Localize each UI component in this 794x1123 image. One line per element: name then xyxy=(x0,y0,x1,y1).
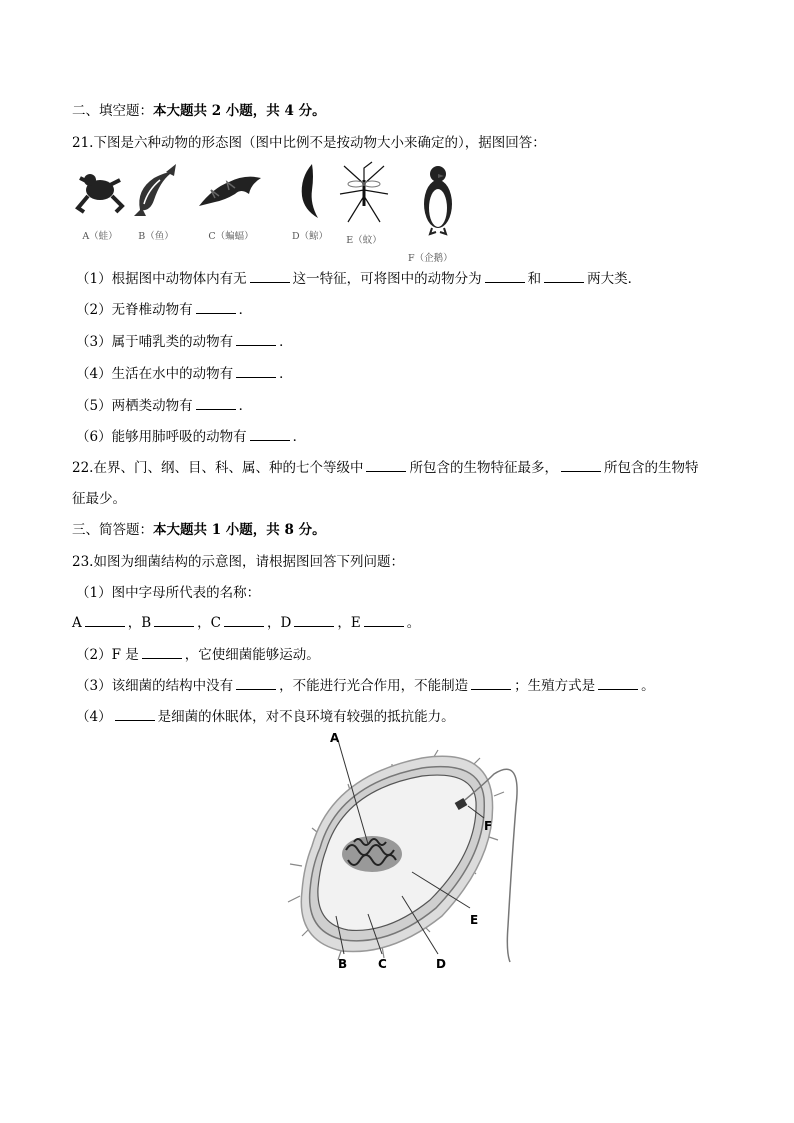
q21-sub6-text1: （6）能够用肺呼吸的动物有 xyxy=(76,429,247,445)
q21-sub3-text2: ． xyxy=(279,334,293,350)
answer-blank xyxy=(236,333,276,346)
bacteria-figure xyxy=(272,726,522,976)
label-B: B xyxy=(338,957,348,971)
label-F: F xyxy=(484,819,493,833)
answer-blank xyxy=(196,301,236,314)
answer-blank xyxy=(294,614,334,627)
answer-blank xyxy=(366,459,406,472)
q22-text3: 所包含的生物特 xyxy=(603,460,699,476)
q23-stem: 23.如图为细菌结构的示意图，请根据图回答下列问题： xyxy=(72,554,404,570)
q21-sub1-text4: 两大类． xyxy=(587,271,642,287)
penguin-icon xyxy=(412,160,464,238)
q23-names xyxy=(72,614,420,632)
q23-name-end: 。 xyxy=(406,615,421,631)
answer-blank xyxy=(598,677,638,690)
animal-a-label: A（蛙） xyxy=(82,231,118,242)
answer-blank xyxy=(544,270,584,283)
q23-sub3-text2: ，不能进行光合作用，不能制造 xyxy=(279,678,469,694)
answer-blank xyxy=(364,614,404,627)
answer-blank xyxy=(196,397,236,410)
q23-sub3-text4: 。 xyxy=(641,678,655,694)
q21-sub4-text2: ． xyxy=(279,366,293,382)
q23-sub4-text1: （4） xyxy=(76,709,112,725)
label-E: E xyxy=(470,913,479,927)
section3-heading xyxy=(72,521,326,539)
section2-heading xyxy=(72,102,326,120)
q23-sub3 xyxy=(76,677,655,695)
q23-name-e: ，E xyxy=(337,615,361,631)
frog-icon xyxy=(74,160,126,222)
label-C: C xyxy=(378,957,387,971)
label-A: A xyxy=(330,731,340,745)
animal-e-label: E（蚊） xyxy=(346,235,382,246)
answer-blank xyxy=(224,614,264,627)
q23-sub1: （1）图中字母所代表的名称： xyxy=(76,585,261,601)
q21-sub6 xyxy=(76,428,306,446)
q22-line2: 征最少。 xyxy=(72,491,126,507)
answer-blank xyxy=(142,646,182,659)
q21-sub6-text2: ． xyxy=(292,429,307,445)
section2-heading-b: 本大题共 2 小题，共 4 分。 xyxy=(153,103,326,119)
q23-sub2-text1: （2）F 是 xyxy=(76,647,139,663)
q21-sub4-text1: （4）生活在水中的动物有 xyxy=(76,366,234,382)
animal-f-label: F（企鹅） xyxy=(408,253,453,264)
q23-name-d: ，D xyxy=(267,615,292,631)
q21-sub5 xyxy=(76,397,252,415)
q22-line1 xyxy=(72,459,698,477)
q21-sub1-text2: 这一特征，可将图中的动物分为 xyxy=(292,271,482,287)
animal-e xyxy=(334,160,394,246)
q21-sub5-text2: ． xyxy=(238,398,253,414)
q21-stem: 21.下图是六种动物的形态图（图中比例不是按动物大小来确定的），据图回答： xyxy=(72,135,546,151)
q21-sub3-text1: （3）属于哺乳类的动物有 xyxy=(76,334,234,350)
q21-sub4 xyxy=(76,365,293,383)
q23-name-a: A xyxy=(72,615,82,631)
answer-blank xyxy=(236,677,276,690)
whale-icon xyxy=(284,160,336,222)
animal-b-label: B（鱼） xyxy=(138,231,174,242)
answer-blank xyxy=(236,365,276,378)
q23-sub3-text3: ；生殖方式是 xyxy=(514,678,596,694)
q23-sub4-text2: 是细菌的休眠体，对不良环境有较强的抵抗能力。 xyxy=(157,709,455,725)
animal-d-label: D（鲸） xyxy=(291,231,329,242)
answer-blank xyxy=(471,677,511,690)
q23-sub3-text1: （3）该细菌的结构中没有 xyxy=(76,678,234,694)
label-D: D xyxy=(436,957,446,971)
q22-text2: 所包含的生物特征最多， xyxy=(409,460,558,476)
section3-heading-b: 本大题共 1 小题，共 8 分。 xyxy=(153,522,326,538)
answer-blank xyxy=(85,614,125,627)
q21-sub3 xyxy=(76,333,293,351)
animal-f xyxy=(408,160,468,238)
answer-blank xyxy=(250,270,290,283)
q23-sub2-text2: ，它使细菌能够运动。 xyxy=(184,647,320,663)
q21-sub5-text1: （5）两栖类动物有 xyxy=(76,398,193,414)
bacteria-diagram xyxy=(272,726,522,976)
q21-sub1-text3: 和 xyxy=(527,271,542,287)
section2-heading-a: 二、填空题： xyxy=(72,103,153,119)
q23-name-c: ，C xyxy=(197,615,222,631)
section3-heading-a: 三、简答题： xyxy=(72,522,153,538)
q21-sub1-text1: （1）根据图中动物体内有无 xyxy=(76,271,247,287)
q23-sub2 xyxy=(76,646,320,664)
nucleoid xyxy=(342,836,402,872)
q23-name-b: ，B xyxy=(127,615,152,631)
answer-blank xyxy=(485,270,525,283)
animal-c-label: C（蝙蝠） xyxy=(208,231,254,242)
answer-blank xyxy=(115,708,155,721)
answer-blank xyxy=(154,614,194,627)
animal-a xyxy=(70,160,130,242)
q21-sub2-text2: ． xyxy=(238,302,253,318)
q23-sub4 xyxy=(76,708,455,726)
q22-text1: 22.在界、门、纲、目、科、属、种的七个等级中 xyxy=(72,460,364,476)
animal-d xyxy=(280,160,340,242)
fish-icon xyxy=(130,160,182,222)
answer-blank xyxy=(250,428,290,441)
answer-blank xyxy=(561,459,601,472)
mosquito-icon xyxy=(336,160,392,226)
q21-sub1 xyxy=(76,270,641,288)
q21-sub2-text1: （2）无脊椎动物有 xyxy=(76,302,193,318)
animal-c xyxy=(194,160,268,242)
q21-sub2 xyxy=(76,301,252,319)
bat-icon xyxy=(195,160,267,222)
animal-b xyxy=(126,160,186,242)
